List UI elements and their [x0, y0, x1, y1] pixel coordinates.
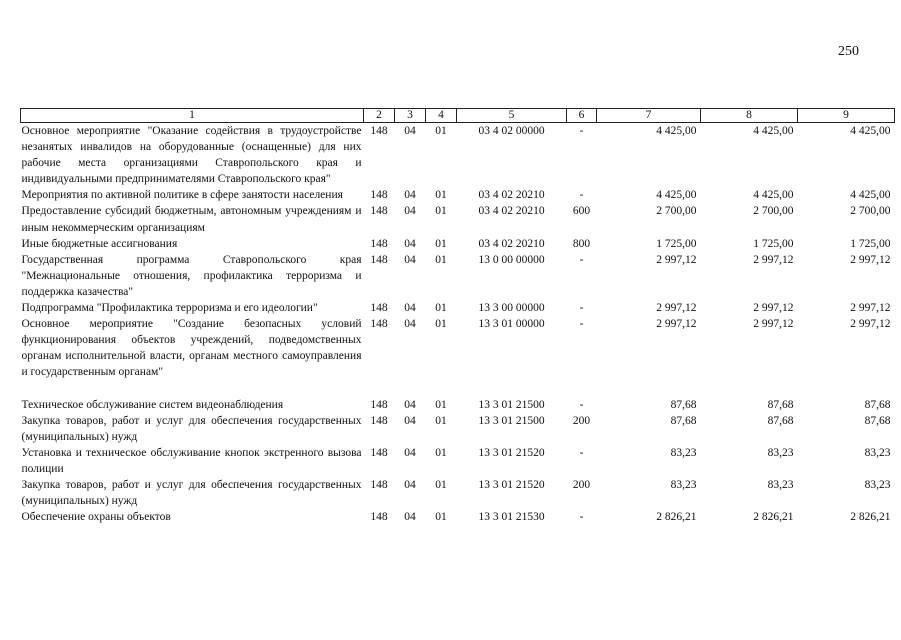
- row-code-2: 148: [370, 205, 388, 218]
- row-code-5: 03 4 02 20210: [478, 237, 545, 250]
- row-amount-8: 4 425,00: [753, 125, 794, 137]
- col-header-6: 6: [567, 109, 597, 123]
- row-amount-8: 4 425,00: [753, 189, 794, 202]
- row-amount-9: 4 425,00: [850, 189, 891, 202]
- table-row: [21, 316, 895, 380]
- row-amount-8: [701, 381, 798, 397]
- row-name: Подпрограмма "Профилактика терроризма и его идеологии": [21, 302, 318, 315]
- header-row: [21, 109, 895, 123]
- row-name: Техническое обслуживание систем видеонаблюдения: [21, 398, 284, 411]
- row-name: Закупка товаров, работ и услуг для обеспечения государственных (муниципальных) нужд: [21, 478, 362, 508]
- row-code-4: 01: [435, 398, 447, 411]
- row-code-4: 01: [435, 205, 447, 218]
- row-code-5: 13 3 01 21520: [478, 446, 545, 459]
- row-code-4: 01: [435, 237, 447, 250]
- row-code-5: [457, 381, 567, 397]
- row-code-4: 01: [435, 446, 447, 459]
- row-name: Основное мероприятие "Создание безопасных условий функционирования объектов учреждений, подведомственных органам исполнительной власти, органам местного самоуправления и государственным органам": [21, 318, 362, 379]
- row-code-5: 13 3 01 21520: [478, 478, 545, 491]
- row-code-4: 01: [435, 125, 447, 137]
- row-code-5: 13 3 01 00000: [478, 318, 545, 331]
- row-amount-7: 2 700,00: [656, 205, 697, 218]
- row-code-6: -: [579, 189, 584, 202]
- row-code-3: 04: [404, 205, 416, 218]
- row-code-3: 04: [404, 511, 416, 524]
- row-code-3: 04: [404, 398, 416, 411]
- col-header-8: 8: [701, 109, 798, 123]
- table-row: [21, 187, 895, 203]
- row-amount-9: 87,68: [864, 398, 891, 411]
- table-row: [21, 445, 895, 477]
- row-amount-9: 2 997,12: [850, 253, 891, 266]
- table-row: [21, 123, 895, 188]
- row-name: Установка и техническое обслуживание кнопок экстренного вызова полиции: [21, 446, 362, 475]
- row-amount-8: 2 997,12: [753, 253, 794, 266]
- table-row: [21, 236, 895, 252]
- row-amount-7: 83,23: [670, 446, 697, 459]
- row-amount-7: 4 425,00: [656, 189, 697, 202]
- row-amount-8: 83,23: [767, 446, 794, 459]
- row-amount-9: 2 997,12: [850, 318, 891, 331]
- row-code-3: 04: [404, 478, 416, 491]
- row-code-3: 04: [404, 125, 416, 137]
- row-code-5: 03 4 02 20210: [478, 205, 545, 218]
- row-code-3: 04: [404, 318, 416, 331]
- row-code-2: 148: [370, 125, 388, 137]
- row-amount-7: 87,68: [670, 414, 697, 427]
- row-code-3: 04: [404, 446, 416, 459]
- row-code-6: -: [579, 511, 584, 524]
- row-amount-9: 83,23: [864, 446, 891, 459]
- row-code-4: 01: [435, 414, 447, 427]
- col-header-9: 9: [798, 109, 895, 123]
- row-code-3: 04: [404, 253, 416, 266]
- budget-table: [20, 108, 895, 525]
- row-code-4: 01: [435, 253, 447, 266]
- row-amount-9: 2 826,21: [850, 511, 891, 524]
- row-amount-8: 87,68: [767, 398, 794, 411]
- row-code-4: 01: [435, 302, 447, 315]
- col-header-1: 1: [21, 109, 364, 123]
- row-code-6: -: [579, 125, 584, 137]
- row-amount-7: 2 826,21: [656, 511, 697, 524]
- row-amount-9: 87,68: [864, 414, 891, 427]
- row-name: Закупка товаров, работ и услуг для обеспечения государственных (муниципальных) нужд: [21, 414, 362, 443]
- row-name: Предоставление субсидий бюджетным, автономным учреждениям и иным некоммерческим организациям: [21, 205, 362, 234]
- col-header-7: 7: [597, 109, 701, 123]
- row-code-2: 148: [370, 398, 388, 411]
- row-amount-9: 2 997,12: [850, 302, 891, 315]
- row-name: Государственная программа Ставропольского края "Межнациональные отношения, профилактика терроризма и поддержка казачества": [21, 253, 362, 298]
- row-code-2: 148: [370, 253, 388, 266]
- row-name: Обеспечение охраны объектов: [21, 511, 171, 524]
- row-code-6: -: [579, 253, 584, 266]
- row-code-2: 148: [370, 302, 388, 315]
- row-code-5: 03 4 02 00000: [478, 125, 545, 137]
- table-row: [21, 413, 895, 445]
- row-code-4: [426, 381, 457, 397]
- row-amount-7: 2 997,12: [656, 253, 697, 266]
- row-amount-7: [597, 381, 701, 397]
- table-row: [21, 203, 895, 235]
- row-code-5: 13 3 01 21530: [478, 511, 545, 524]
- table-row: [21, 397, 895, 413]
- row-amount-9: [798, 381, 895, 397]
- row-amount-9: 1 725,00: [850, 237, 891, 250]
- row-code-2: 148: [370, 511, 388, 524]
- row-code-6: 800: [572, 237, 591, 250]
- row-amount-7: 2 997,12: [656, 318, 697, 331]
- page-number: 250: [838, 44, 859, 59]
- row-code-2: 148: [370, 446, 388, 459]
- row-code-3: [395, 381, 426, 397]
- table-row: [21, 509, 895, 525]
- row-amount-8: 83,23: [767, 478, 794, 491]
- row-name: Основное мероприятие "Оказание содействия в трудоустройстве незанятых инвалидов на оборудованные (оснащенные) для них рабочие места организациями Ставропольского края и индивидуальными предпринимателями Ставропольского края": [21, 125, 362, 186]
- row-amount-8: 2 700,00: [753, 205, 794, 218]
- row-code-4: 01: [435, 318, 447, 331]
- table-row: [21, 252, 895, 300]
- row-code-6: 200: [572, 414, 591, 427]
- row-amount-9: 83,23: [864, 478, 891, 491]
- row-code-2: 148: [370, 318, 388, 331]
- row-amount-7: 2 997,12: [656, 302, 697, 315]
- table-row: [21, 477, 895, 509]
- row-name: [21, 381, 364, 397]
- col-header-5: 5: [457, 109, 567, 123]
- row-amount-8: 2 997,12: [753, 318, 794, 331]
- table-row-spacer: [21, 381, 895, 397]
- row-code-6: -: [579, 398, 584, 411]
- col-header-3: 3: [395, 109, 426, 123]
- row-amount-8: 87,68: [767, 414, 794, 427]
- row-code-6: -: [579, 318, 584, 331]
- row-amount-7: 1 725,00: [656, 237, 697, 250]
- row-code-6: 600: [572, 205, 591, 218]
- row-code-5: 13 3 01 21500: [478, 398, 545, 411]
- row-code-3: 04: [404, 302, 416, 315]
- row-amount-7: 4 425,00: [656, 125, 697, 137]
- row-code-3: 04: [404, 414, 416, 427]
- row-code-5: 13 3 01 21500: [478, 414, 545, 427]
- row-code-3: 04: [404, 189, 416, 202]
- row-name: Иные бюджетные ассигнования: [21, 237, 178, 250]
- row-code-6: [567, 381, 597, 397]
- row-code-4: 01: [435, 189, 447, 202]
- row-code-2: 148: [370, 189, 388, 202]
- row-amount-9: 4 425,00: [850, 125, 891, 137]
- row-code-6: -: [579, 302, 584, 315]
- col-header-4: 4: [426, 109, 457, 123]
- row-code-3: 04: [404, 237, 416, 250]
- row-code-6: -: [579, 446, 584, 459]
- row-amount-9: 2 700,00: [850, 205, 891, 218]
- row-code-4: 01: [435, 511, 447, 524]
- row-code-2: 148: [370, 237, 388, 250]
- col-header-2: 2: [364, 109, 395, 123]
- row-code-2: [364, 381, 395, 397]
- row-amount-8: 2 997,12: [753, 302, 794, 315]
- row-amount-7: 87,68: [670, 398, 697, 411]
- row-code-5: 03 4 02 20210: [478, 189, 545, 202]
- row-amount-7: 83,23: [670, 478, 697, 491]
- row-code-5: 13 0 00 00000: [478, 253, 545, 266]
- row-amount-8: 1 725,00: [753, 237, 794, 250]
- row-code-5: 13 3 00 00000: [478, 302, 545, 315]
- row-code-2: 148: [370, 478, 388, 491]
- row-code-4: 01: [435, 478, 447, 491]
- row-name: Мероприятия по активной политике в сфере занятости населения: [21, 189, 343, 202]
- row-code-2: 148: [370, 414, 388, 427]
- table-row: [21, 300, 895, 316]
- row-code-6: 200: [572, 478, 591, 491]
- row-amount-8: 2 826,21: [753, 511, 794, 524]
